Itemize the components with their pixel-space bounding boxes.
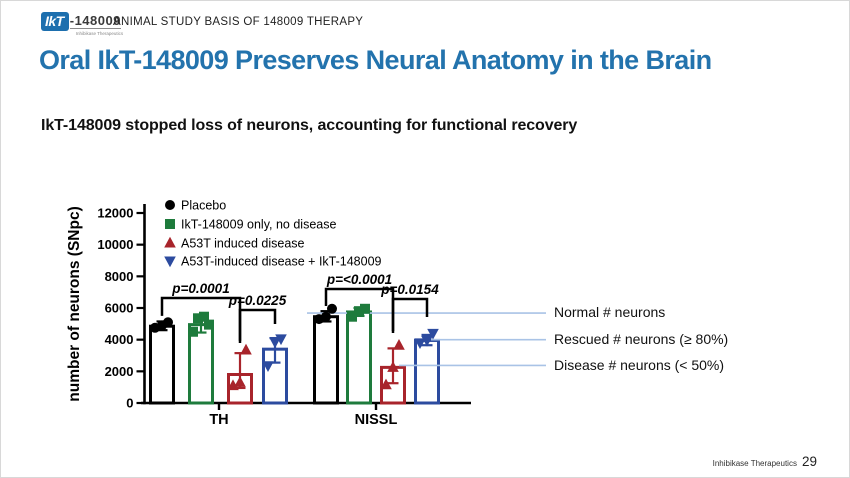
legend-label: A53T induced disease bbox=[181, 236, 305, 251]
annotation-normal-neurons: Normal # neurons bbox=[554, 304, 666, 320]
y-tick-label: 4000 bbox=[104, 332, 134, 348]
legend-marker-circle bbox=[165, 200, 175, 210]
legend-marker-triangle-down bbox=[164, 257, 176, 268]
data-point bbox=[188, 327, 198, 337]
p-value-label: p=0.0154 bbox=[381, 281, 439, 297]
legend-marker-triangle-up bbox=[164, 237, 176, 248]
bar-nissl-3 bbox=[416, 340, 439, 403]
y-tick-label: 6000 bbox=[104, 300, 134, 316]
annotation-disease-neurons: Disease # neurons (< 50%) bbox=[554, 357, 725, 373]
logo-ikt-badge: IkT bbox=[41, 12, 69, 31]
y-axis-title: number of neurons (SNpc) bbox=[66, 206, 83, 402]
data-point bbox=[240, 344, 252, 355]
data-point bbox=[204, 320, 214, 330]
x-category-label: TH bbox=[209, 412, 229, 428]
x-category-label: NISSL bbox=[354, 412, 398, 428]
y-tick-label: 12000 bbox=[97, 205, 134, 221]
page-title: Oral IkT-148009 Preserves Neural Anatomy in the Brain bbox=[39, 45, 712, 75]
y-tick-label: 2000 bbox=[104, 363, 134, 379]
p-value-label: p=0.0225 bbox=[228, 293, 287, 309]
page-number: 29 bbox=[801, 454, 817, 469]
data-point bbox=[321, 312, 331, 322]
annotation-rescued-neurons: Rescued # neurons (≥ 80%) bbox=[554, 331, 729, 347]
bar-th-0 bbox=[151, 326, 174, 403]
data-point bbox=[360, 304, 370, 314]
bar-nissl-0 bbox=[315, 317, 338, 403]
legend-marker-square bbox=[165, 219, 175, 229]
data-point bbox=[327, 304, 337, 314]
logo-code: -148009 bbox=[69, 13, 121, 28]
legend-label: Placebo bbox=[181, 198, 227, 213]
logo-subtext: Inhibikase Therapeutics bbox=[75, 31, 124, 36]
p-value-label: p=0.0001 bbox=[172, 281, 230, 297]
data-point bbox=[393, 339, 405, 350]
p-value-label: p=<0.0001 bbox=[326, 272, 393, 287]
footer bbox=[713, 454, 817, 469]
footer-company: Inhibikase Therapeutics bbox=[712, 459, 797, 468]
y-tick-label: 8000 bbox=[104, 268, 134, 284]
legend-label: A53T-induced disease + IkT-148009 bbox=[181, 254, 382, 269]
y-tick-label: 0 bbox=[126, 395, 134, 411]
data-point bbox=[163, 317, 173, 327]
legend-label: IkT-148009 only, no disease bbox=[181, 217, 337, 232]
header-kicker: ANIMAL STUDY BASIS OF 148009 THERAPY bbox=[113, 16, 364, 28]
y-tick-label: 10000 bbox=[97, 237, 134, 253]
bar-nissl-1 bbox=[348, 312, 371, 403]
significance-bracket bbox=[393, 299, 427, 333]
subtitle: IkT-148009 stopped loss of neurons, accounting for functional recovery bbox=[41, 117, 578, 134]
neuron-count-chart bbox=[1, 1, 850, 478]
